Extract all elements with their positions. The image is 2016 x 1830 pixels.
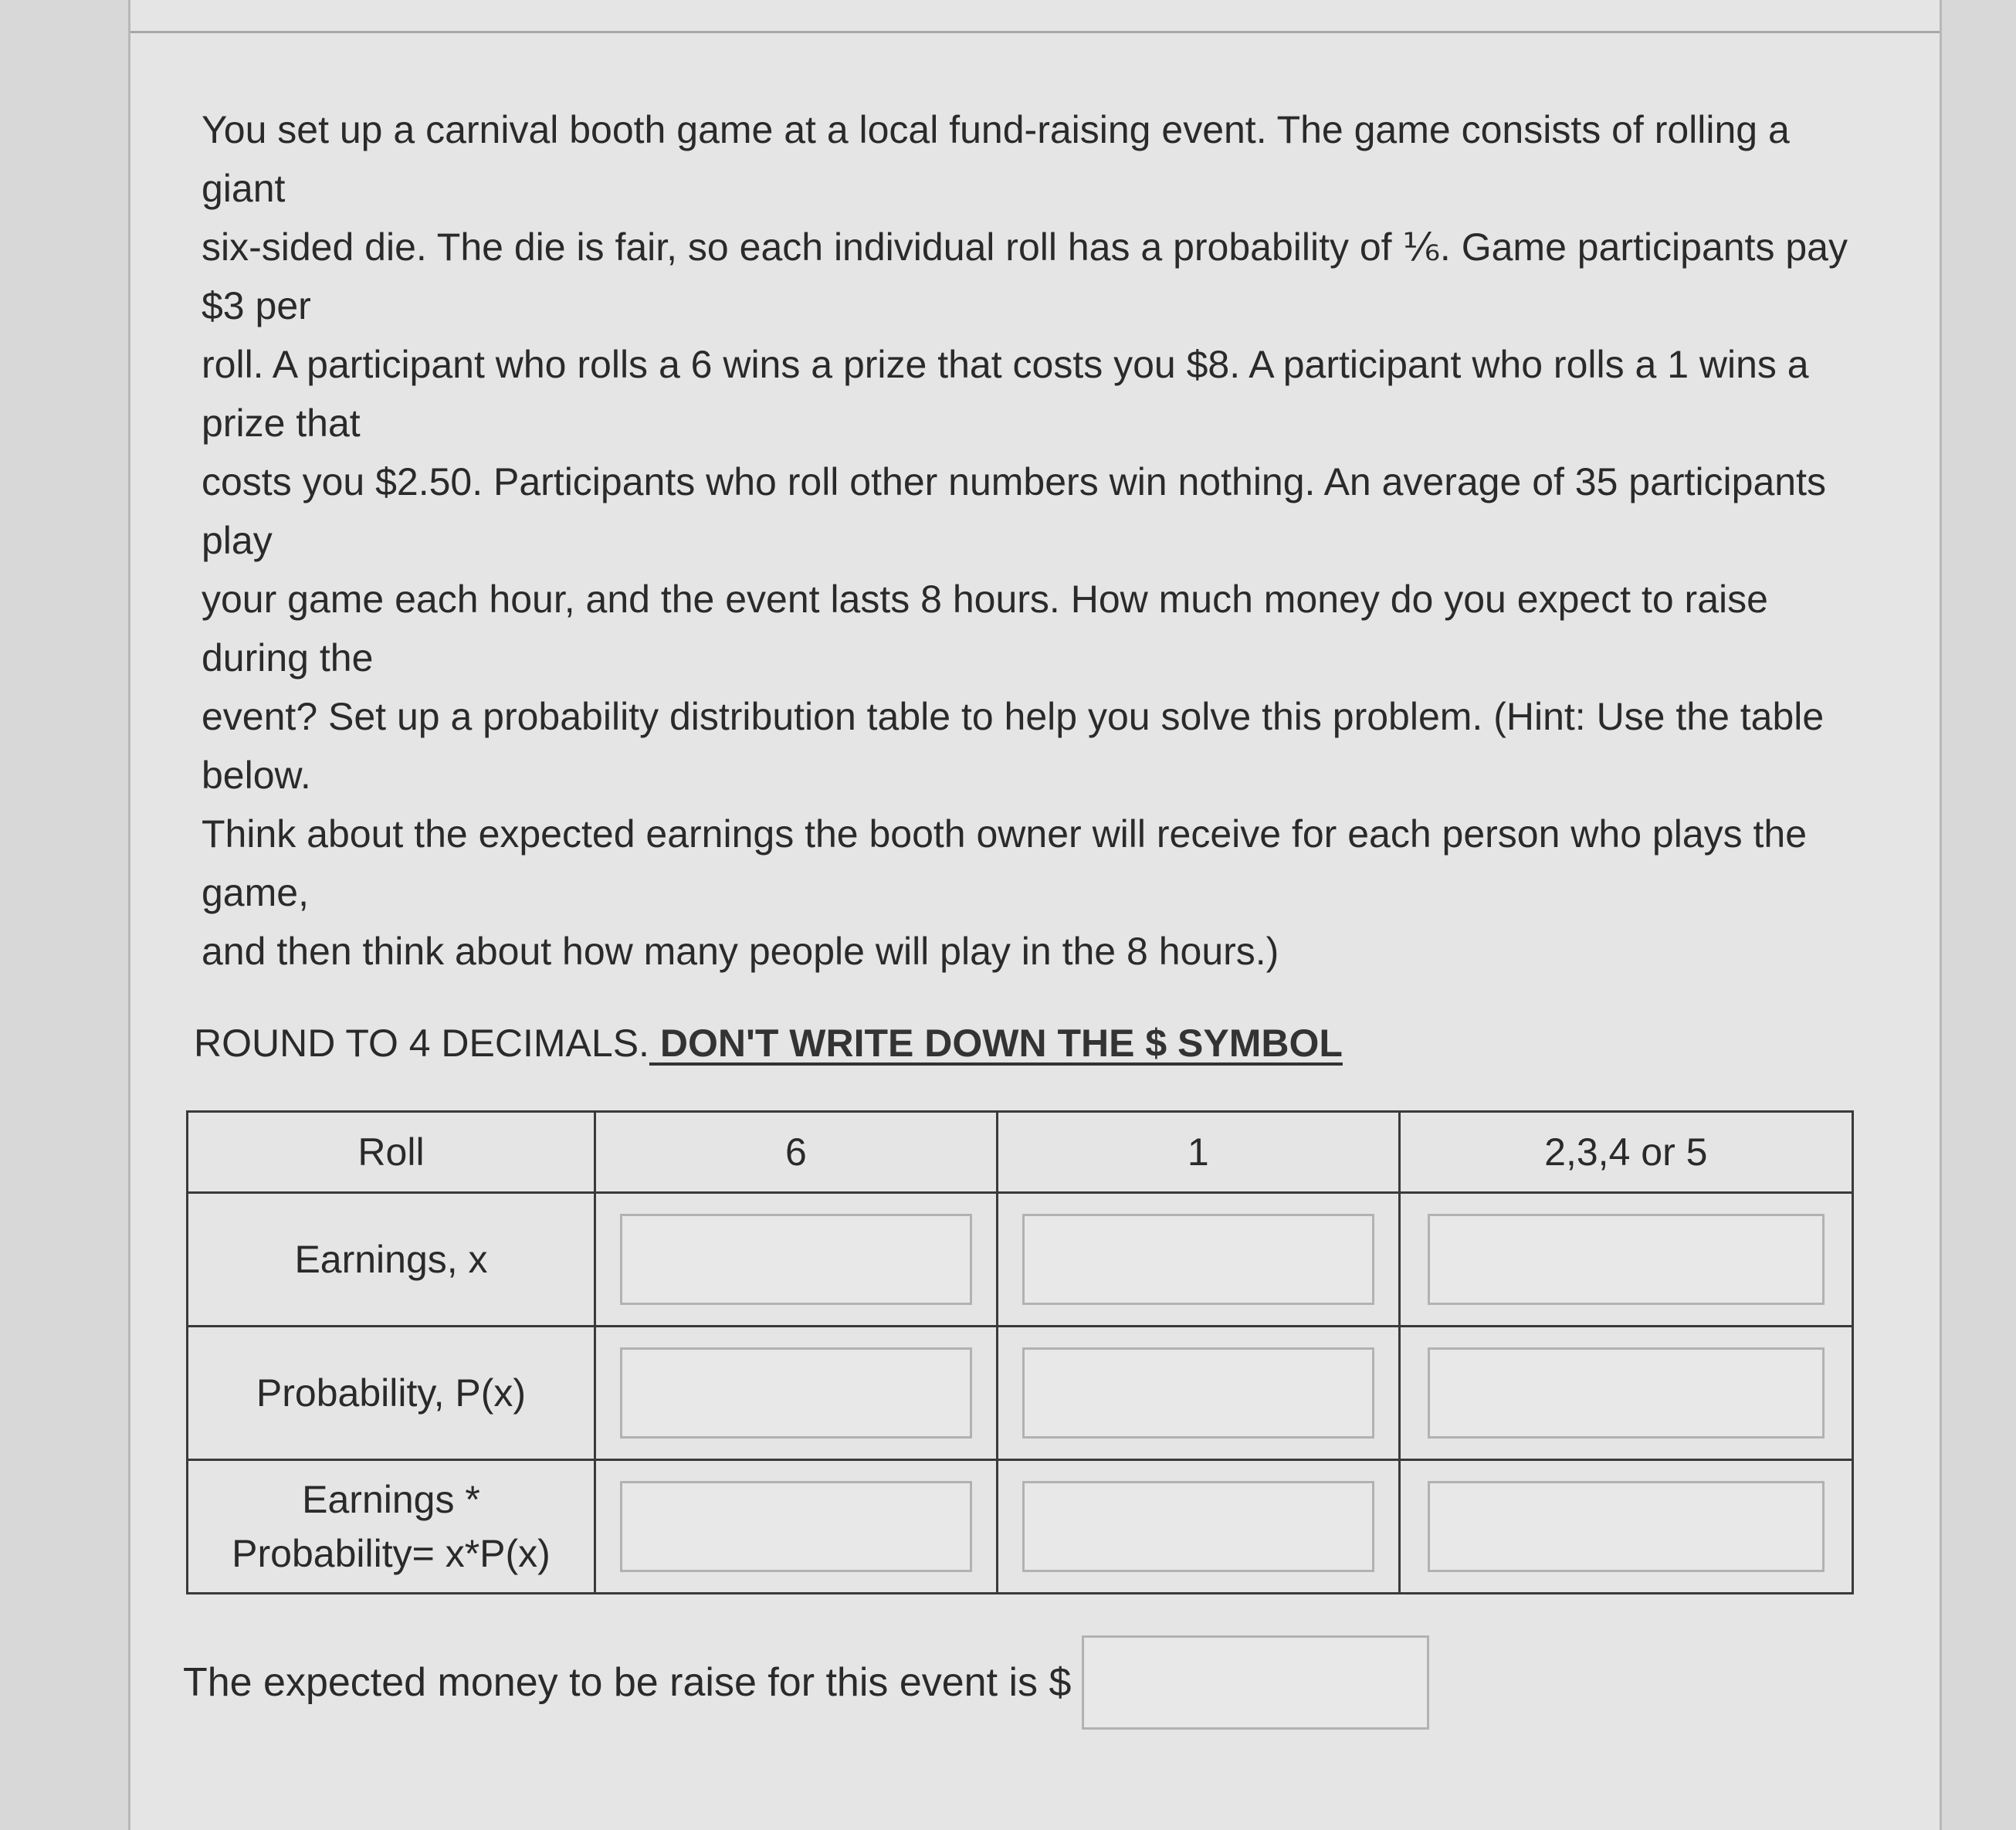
question-line: event? Set up a probability distribution table to help you solve this problem. (Hint: Use the table [202,695,1825,738]
product-other-input[interactable] [1428,1481,1825,1572]
table-header-row [188,1112,1853,1193]
worksheet-page [128,0,1942,1830]
probability-1-input[interactable] [1022,1347,1374,1439]
question-line: giant [202,167,286,210]
product-label-line2: Probability= x*P(x) [232,1532,551,1575]
table-row [188,1460,1853,1594]
roll-6-header: 6 [595,1112,998,1193]
expected-money-label: The expected money to be raise for this event is $ [183,1660,1072,1705]
question-line: your game each hour, and the event lasts 8 hours. How much money do you expect to raise [202,578,1768,621]
table-row [188,1327,1853,1460]
question-line: play [202,519,273,562]
question-line: below. [202,754,311,797]
roll-header-label: Roll [188,1112,595,1193]
earnings-1-input[interactable] [1022,1214,1374,1305]
question-line: roll. A participant who rolls a 6 wins a prize that costs you $8. A participant who rolls a 1 wins a [202,343,1809,386]
earnings-6-input[interactable] [620,1214,972,1305]
question-line: and then think about how many people will play in the 8 hours.) [202,930,1279,973]
expected-money-row [183,1635,1429,1730]
question-line: game, [202,871,309,914]
question-line: You set up a carnival booth game at a local fund-raising event. The game consists of rolling a [202,108,1790,151]
probability-6-input[interactable] [620,1347,972,1439]
top-divider [130,31,1940,33]
question-line: prize that [202,402,361,445]
probability-row-label: Probability, P(x) [188,1327,595,1460]
roll-other-header: 2,3,4 or 5 [1399,1112,1852,1193]
question-line: during the [202,636,374,679]
earnings-other-input[interactable] [1428,1214,1825,1305]
rounding-instruction [194,1021,1343,1066]
probability-other-input[interactable] [1428,1347,1825,1439]
question-line: six-sided die. The die is fair, so each individual roll has a probability of ⅙. Game participants pay [202,225,1848,269]
probability-distribution-table [186,1110,1854,1594]
table-row [188,1193,1853,1327]
product-row-label [188,1460,595,1594]
question-line: $3 per [202,284,311,327]
product-1-input[interactable] [1022,1481,1374,1572]
earnings-row-label: Earnings, x [188,1193,595,1327]
instruction-prefix: ROUND TO 4 DECIMALS. [194,1022,649,1065]
question-text [202,100,1885,981]
roll-1-header: 1 [997,1112,1399,1193]
question-line: costs you $2.50. Participants who roll other numbers win nothing. An average of 35 participants [202,460,1826,503]
question-line: Think about the expected earnings the booth owner will receive for each person who plays the [202,812,1808,856]
product-6-input[interactable] [620,1481,972,1572]
product-label-line1: Earnings * [302,1478,480,1521]
instruction-emphasis: DON'T WRITE DOWN THE $ SYMBOL [649,1022,1343,1065]
expected-money-input[interactable] [1082,1635,1429,1730]
